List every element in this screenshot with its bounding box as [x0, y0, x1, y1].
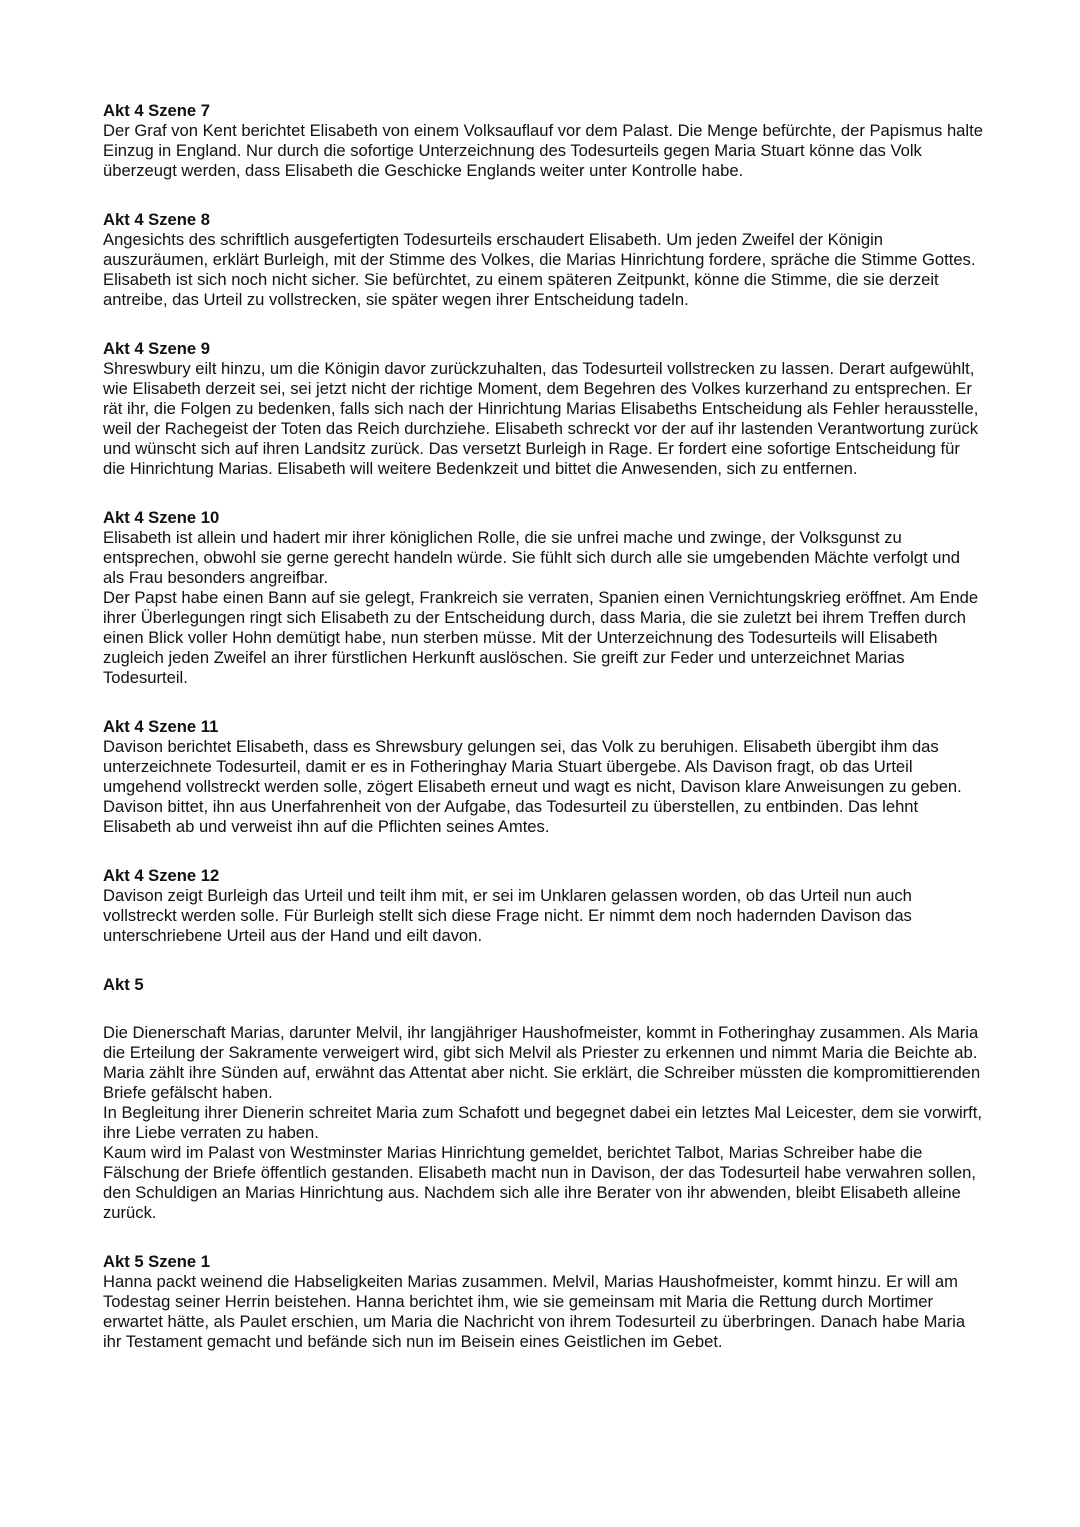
section-heading: Akt 4 Szene 10 — [103, 508, 220, 527]
section-heading: Akt 4 Szene 12 — [103, 866, 220, 885]
section-akt4-szene10 — [103, 508, 983, 688]
section-heading: Akt 4 Szene 7 — [103, 101, 210, 120]
section-akt4-szene12 — [103, 866, 983, 946]
section-heading: Akt 5 Szene 1 — [103, 1252, 210, 1271]
section-akt5 — [103, 975, 983, 1223]
section-akt5-szene1 — [103, 1252, 983, 1352]
section-akt4-szene8 — [103, 210, 983, 310]
section-paragraph: Elisabeth ist allein und hadert mir ihrer königlichen Rolle, die sie unfrei mache und zwinge, der Volksgunst zu entsprechen, obwohl sie gerne gerecht handeln würde. Sie fühlt sich durch alle sie umgebenden Mächte verfolgt und als Frau besonders angreifbar. — [103, 528, 960, 587]
section-paragraph: Shreswbury eilt hinzu, um die Königin davor zurückzuhalten, das Todesurteil vollstrecken zu lassen. Derart aufgewühlt, wie Elisabeth derzeit sei, sei jetzt nicht der richtige Moment, dem Begehren des Volkes kurzerhand zu entsprechen. Er rät ihr, die Folgen zu bedenken, falls sich nach der Hinrichtung Marias Elisabeths Entscheidung als Fehler herausstelle, weil der Rachegeist der Toten das Reich durchziehe. Elisabeth schreckt vor der auf ihr lastenden Verantwortung zurück und wünscht sich auf ihren Landsitz zurück. Das versetzt Burleigh in Rage. Er fordert eine sofortige Entscheidung für die Hinrichtung Marias. Elisabeth will weitere Bedenkzeit und bittet die Anwesenden, sich zu entfernen. — [103, 359, 979, 478]
section-paragraph: In Begleitung ihrer Dienerin schreitet Maria zum Schafott und begegnet dabei ein letztes Mal Leicester, dem sie vorwirft, ihre Liebe verraten zu haben. — [103, 1103, 982, 1142]
section-akt4-szene9 — [103, 339, 983, 479]
section-heading: Akt 4 Szene 9 — [103, 339, 210, 358]
section-heading: Akt 4 Szene 8 — [103, 210, 210, 229]
section-heading: Akt 4 Szene 11 — [103, 717, 219, 736]
section-heading: Akt 5 — [103, 975, 144, 994]
section-akt4-szene11 — [103, 717, 983, 837]
section-paragraph: Davison berichtet Elisabeth, dass es Shrewsbury gelungen sei, das Volk zu beruhigen. Elisabeth übergibt ihm das unterzeichnete Todesurteil, damit er es in Fotheringhay Maria Stuart übergebe. Als Davison fragt, ob das Urteil umgehend vollstreckt werden solle, zögert Elisabeth erneut und wagt es nicht, Davison klare Anweisungen zu geben. Davison bittet, ihn aus Unerfahrenheit von der Aufgabe, das Todesurteil zu überstellen, zu entbinden. Das lehnt Elisabeth ab und verweist ihn auf die Pflichten seines Amtes. — [103, 737, 962, 836]
section-paragraph: Der Papst habe einen Bann auf sie gelegt, Frankreich sie verraten, Spanien einen Vernichtungskrieg eröffnet. Am Ende ihrer Überlegungen ringt sich Elisabeth zu der Entscheidung durch, dass Maria, die sie zuletzt bei ihrem Treffen durch einen Blick voller Hohn demütigt habe, nun sterben müsse. Mit der Unterzeichnung des Todesurteils will Elisabeth zugleich jeden Zweifel an ihrer fürstlichen Herkunft auslöschen. Sie greift zur Feder und unterzeichnet Marias Todesurteil. — [103, 588, 979, 687]
section-paragraph: Die Dienerschaft Marias, darunter Melvil, ihr langjähriger Haushofmeister, kommt in Fotheringhay zusammen. Als Maria die Erteilung der Sakramente verweigert wird, gibt sich Melvil als Priester zu erkennen und nimmt Maria die Beichte ab. Maria zählt ihre Sünden auf, erwähnt das Attentat aber nicht. Sie erklärt, die Schreiber müssten die kompromittierenden Briefe gefälscht haben. — [103, 1023, 981, 1102]
section-paragraph: Kaum wird im Palast von Westminster Marias Hinrichtung gemeldet, berichtet Talbot, Marias Schreiber habe die Fälschung der Briefe öffentlich gestanden. Elisabeth macht nun in Davison, der das Todesurteil habe verwahren sollen, den Schuldigen an Marias Hinrichtung aus. Nachdem sich alle ihre Berater von ihr abwenden, bleibt Elisabeth alleine zurück. — [103, 1143, 976, 1222]
document-page — [103, 101, 983, 1381]
section-paragraph: Davison zeigt Burleigh das Urteil und teilt ihm mit, er sei im Unklaren gelassen worden, ob das Urteil nun auch vollstreckt werden solle. Für Burleigh stellt sich diese Frage nicht. Er nimmt dem noch hadernden Davison das unterschriebene Urteil aus der Hand und eilt davon. — [103, 886, 912, 945]
section-paragraph: Angesichts des schriftlich ausgefertigten Todesurteils erschaudert Elisabeth. Um jeden Zweifel der Königin auszuräumen, erklärt Burleigh, mit der Stimme des Volkes, die Marias Hinrichtung fordere, spräche die Stimme Gottes. Elisabeth ist sich noch nicht sicher. Sie befürchtet, zu einem späteren Zeitpunkt, könne die Stimme, die sie derzeit antreibe, das Urteil zu vollstrecken, sie später wegen ihrer Entscheidung tadeln. — [103, 230, 976, 309]
section-akt4-szene7 — [103, 101, 983, 181]
section-paragraph: Der Graf von Kent berichtet Elisabeth von einem Volksauflauf vor dem Palast. Die Menge befürchte, der Papismus halte Einzug in England. Nur durch die sofortige Unterzeichnung des Todesurteils gegen Maria Stuart könne das Volk überzeugt werden, dass Elisabeth die Geschicke Englands weiter unter Kontrolle habe. — [103, 121, 983, 180]
section-paragraph: Hanna packt weinend die Habseligkeiten Marias zusammen. Melvil, Marias Haushofmeister, kommt hinzu. Er will am Todestag seiner Herrin beistehen. Hanna berichtet ihm, wie sie gemeinsam mit Maria die Rettung durch Mortimer erwartet hätte, als Paulet erschien, um Maria die Nachricht von ihrem Todesurteil zu überbringen. Danach habe Maria ihr Testament gemacht und befände sich nun im Beisein eines Geistlichen im Gebet. — [103, 1272, 966, 1351]
